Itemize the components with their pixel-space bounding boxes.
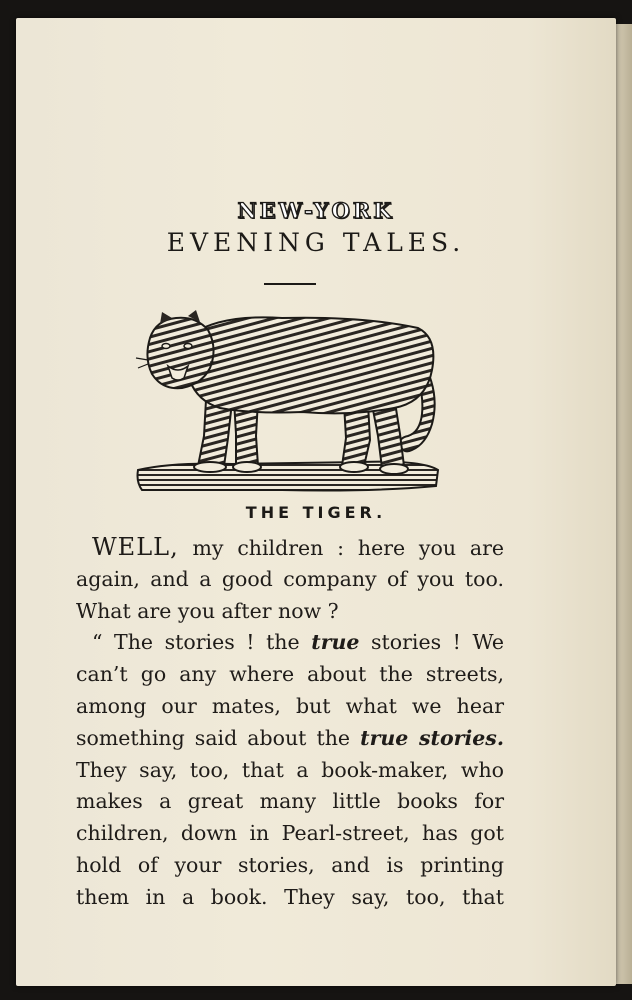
text-span: “ The stories ! the <box>92 630 312 655</box>
text-line <box>76 723 504 755</box>
text-line: children, down in Pearl-street, has got <box>76 821 504 846</box>
text-line: hold of your stories, and is printing <box>76 852 504 877</box>
text-span: my children : here you are <box>178 536 504 560</box>
italic-word: true <box>311 630 360 655</box>
text-line: makes a great many little books for <box>76 789 504 814</box>
text-line <box>76 532 504 564</box>
text-line: can’t go any where about the streets, <box>76 662 504 687</box>
title-line-1: NEW-YORK <box>237 198 395 223</box>
tiger-woodcut-illustration <box>132 304 444 496</box>
text-line <box>76 627 504 659</box>
story-text <box>76 532 504 914</box>
text-span: something said about the <box>76 725 361 750</box>
italic-word: true stories. <box>360 725 504 750</box>
text-line: them in a book. They say, too, that <box>76 884 504 909</box>
illustration-caption: THE TIGER. <box>245 503 387 522</box>
text-line: What are you after now ? <box>76 598 339 623</box>
title-rule <box>264 283 316 285</box>
text-line: among our mates, but what we hear <box>76 693 504 718</box>
title-line-2: EVENING TALES. <box>166 228 466 257</box>
text-span: stories ! We <box>359 630 504 655</box>
text-line: They say, too, that a book-maker, who <box>76 757 504 782</box>
opening-word: WELL, <box>92 533 179 561</box>
text-line: again, and a good company of you too. <box>76 566 504 591</box>
